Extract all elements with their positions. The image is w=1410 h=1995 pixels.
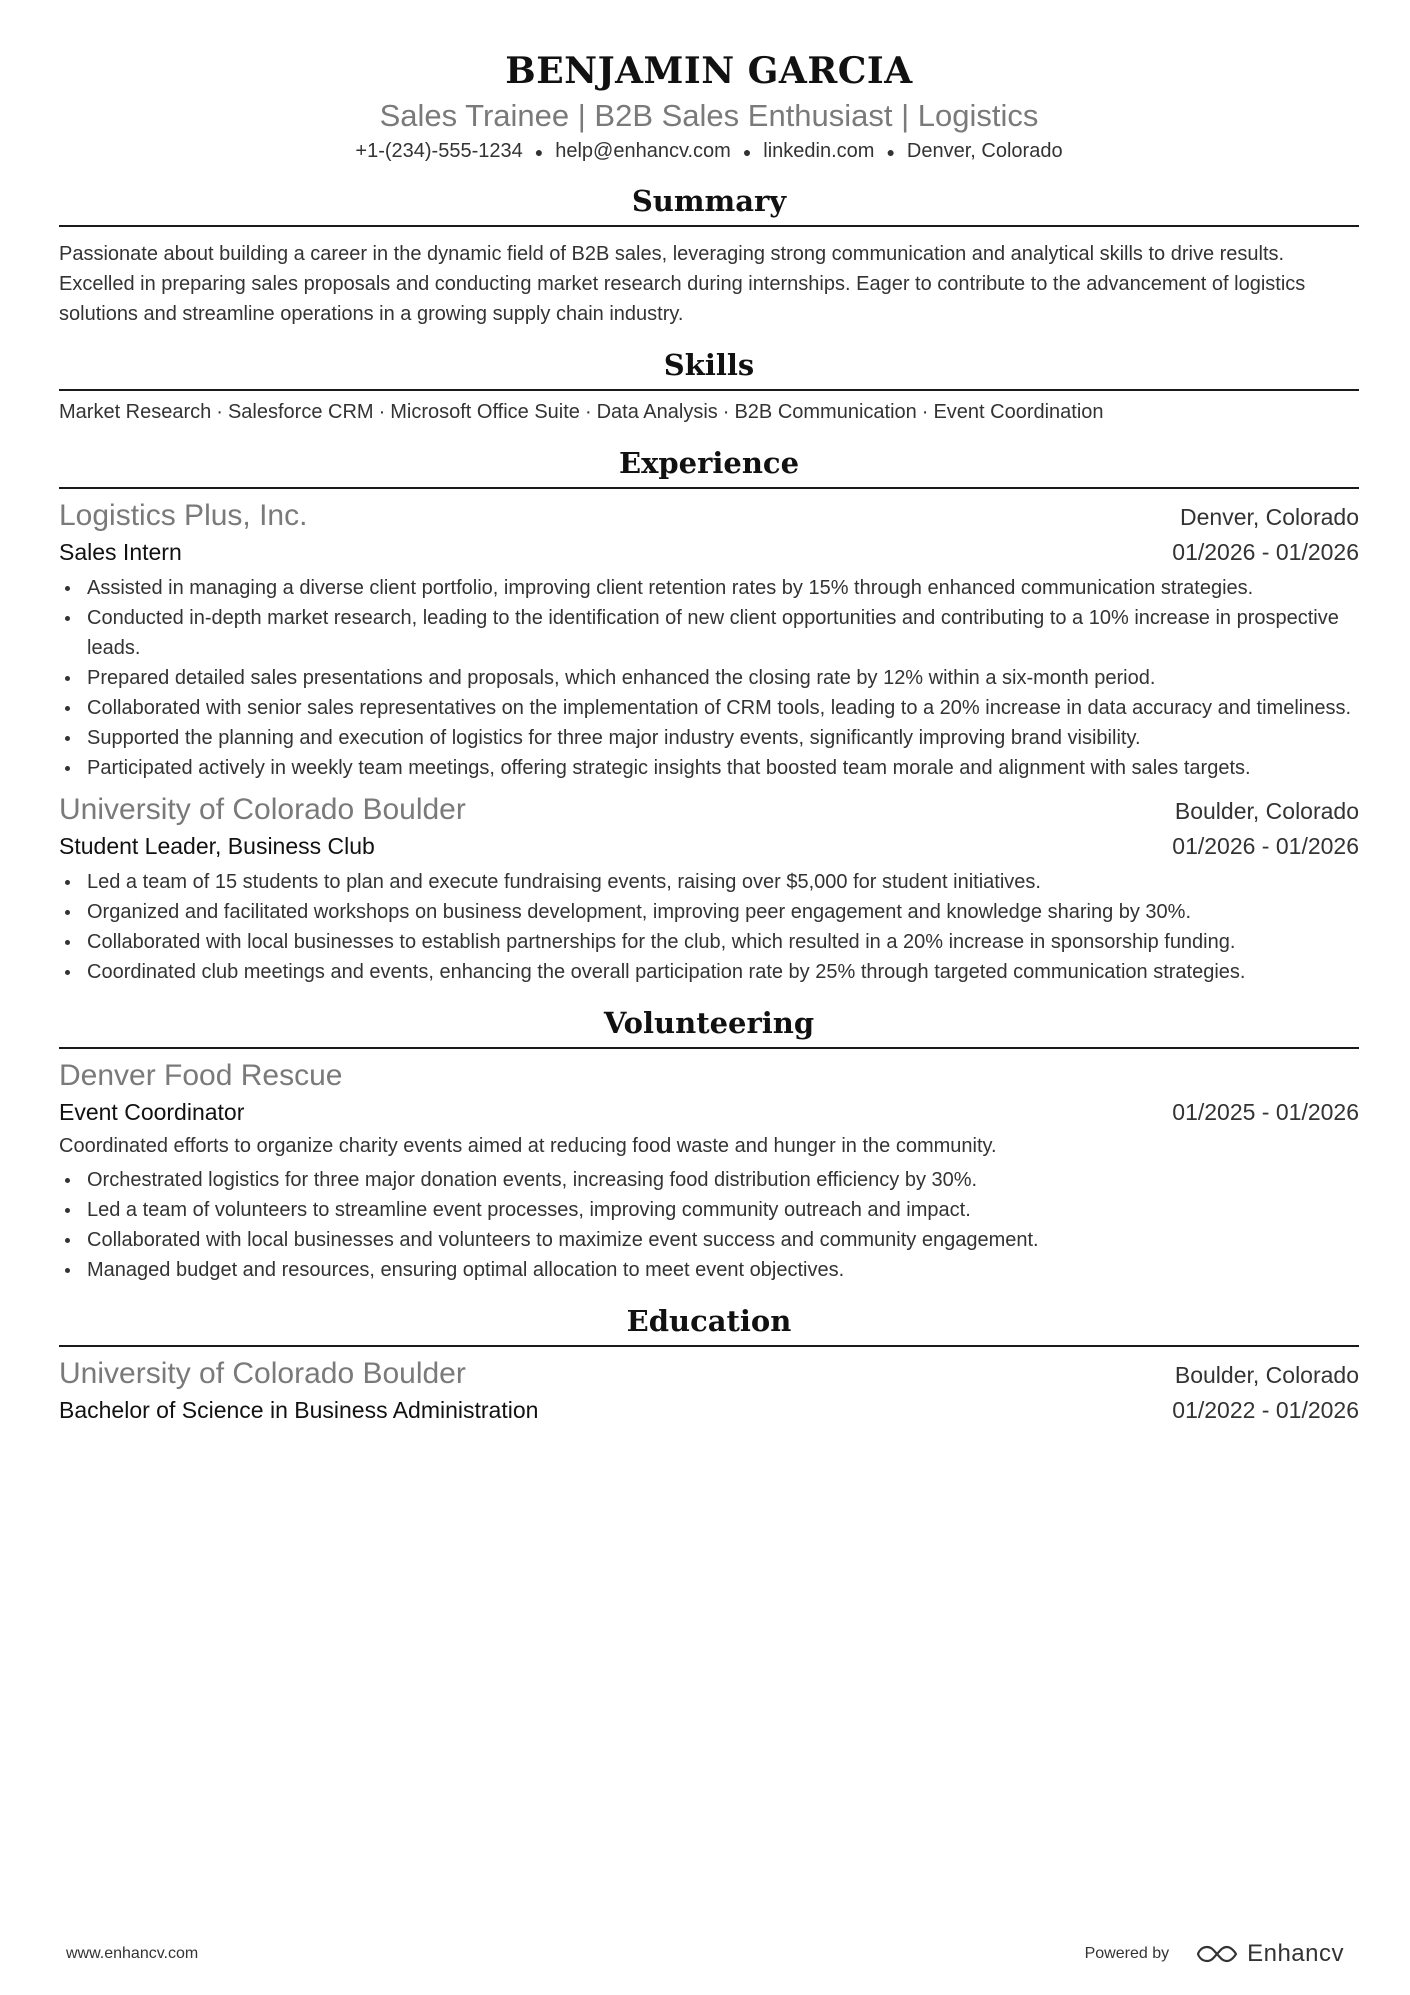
skill-separator: · [584,400,592,423]
section-title: Experience [618,445,800,480]
bullet-item: Led a team of volunteers to streamline event processes, improving community outreach and impact. [59,1195,1359,1225]
bullet-list [59,573,1359,783]
contact-linkedin[interactable]: linkedin.com [763,140,875,162]
bullet-item: Collaborated with local businesses and volunteers to maximize event success and community engagement. [59,1225,1359,1255]
entry-header-row [59,1355,1359,1393]
resume-header [59,0,1359,165]
bullet-item: Collaborated with senior sales representatives on the implementation of CRM tools, leading to a 20% increase in data accuracy and timeliness. [59,693,1359,723]
contact-separator: ● [886,143,895,160]
skill-item: Data Analysis [596,400,718,423]
degree-name: Bachelor of Science in Business Administration [59,1396,539,1423]
skill-separator: · [921,400,929,423]
entry-role-row [59,535,1359,569]
footer-branding [1085,1940,1344,1968]
entry-location: Denver, Colorado [1180,503,1359,530]
education-section [59,1301,1359,1427]
skills-list [59,397,1359,427]
section-title: Volunteering [603,1005,815,1040]
volunteering-section [59,1003,1359,1285]
skill-separator: · [378,400,386,423]
company-name: Logistics Plus, Inc. [59,498,308,532]
skill-separator: · [722,400,730,423]
candidate-name: BENJAMIN GARCIA [505,50,913,92]
bullet-item: Assisted in managing a diverse client portfolio, improving client retention rates by 15% through enhanced communication strategies. [59,573,1359,603]
skill-item: Microsoft Office Suite [390,400,580,423]
skill-item: Event Coordination [933,400,1104,423]
section-title: Skills [663,347,755,382]
volunteer-role: Event Coordinator [59,1098,245,1125]
contact-email[interactable]: help@enhancv.com [555,140,731,162]
experience-entry [59,791,1359,987]
section-divider [59,487,1359,489]
section-divider [59,1047,1359,1049]
summary-text: Passionate about building a career in the dynamic field of B2B sales, leveraging strong communication and analytical skills to drive results. Excelled in preparing sales proposals and conducting market research during internships. Eager to contribute to the advancement of logistics solutions and streamline operations in a growing supply chain industry. [59,242,1306,325]
entry-dates: 01/2026 - 01/2026 [1172,538,1359,565]
skill-item: Market Research [59,400,212,423]
bullet-list [59,1165,1359,1285]
education-entry [59,1355,1359,1427]
section-title: Education [626,1303,792,1338]
job-title: Student Leader, Business Club [59,832,375,859]
experience-entry [59,497,1359,783]
entry-header-row [59,791,1359,829]
entry-description: Coordinated efforts to organize charity events aimed at reducing food waste and hunger in the community. [59,1134,997,1157]
entry-dates: 01/2025 - 01/2026 [1172,1098,1359,1125]
bullet-list [59,867,1359,987]
enhancv-logo-icon [1195,1943,1239,1965]
candidate-headline: Sales Trainee | B2B Sales Enthusiast | Logistics [379,98,1039,133]
bullet-item: Supported the planning and execution of logistics for three major industry events, significantly improving brand visibility. [59,723,1359,753]
bullet-item: Participated actively in weekly team meetings, offering strategic insights that boosted team morale and alignment with sales targets. [59,753,1359,783]
entry-header-row [59,1057,1359,1095]
section-divider [59,1345,1359,1347]
contact-separator: ● [534,143,544,160]
summary-section [59,181,1359,329]
entry-location: Boulder, Colorado [1174,797,1359,824]
contact-line [59,138,1359,165]
bullet-item: Conducted in-depth market research, leading to the identification of new client opportunities and contributing to a 10% increase in prospective leads. [59,603,1359,663]
company-name: University of Colorado Boulder [59,792,466,826]
footer-url[interactable]: www.enhancv.com [66,1945,199,1962]
section-title: Summary [631,183,787,218]
bullet-item: Organized and facilitated workshops on business development, improving peer engagement and knowledge sharing by 30%. [59,897,1359,927]
entry-dates: 01/2022 - 01/2026 [1172,1396,1359,1423]
brand-name[interactable]: Enhancv [1247,1940,1344,1967]
section-divider [59,225,1359,227]
bullet-item: Orchestrated logistics for three major donation events, increasing food distribution efficiency by 30%. [59,1165,1359,1195]
contact-location: Denver, Colorado [906,140,1063,162]
entry-header-row [59,497,1359,535]
resume-page [59,0,1359,1427]
entry-role-row [59,1095,1359,1129]
school-name: University of Colorado Boulder [59,1356,466,1390]
powered-by-label: Powered by [1084,1945,1170,1962]
contact-separator: ● [742,143,752,160]
page-footer [66,1940,1344,1968]
organization-name: Denver Food Rescue [59,1058,343,1092]
contact-phone: +1-(234)-555-1234 [355,140,523,162]
skills-section [59,345,1359,427]
section-divider [59,389,1359,391]
skill-separator: · [216,400,223,423]
experience-section [59,443,1359,987]
entry-role-row [59,829,1359,863]
bullet-item: Coordinated club meetings and events, enhancing the overall participation rate by 25% through targeted communication strategies. [59,957,1359,987]
volunteering-entry [59,1057,1359,1285]
skill-item: Salesforce CRM [227,400,374,423]
bullet-item: Prepared detailed sales presentations and proposals, which enhanced the closing rate by 12% within a six-month period. [59,663,1359,693]
bullet-item: Collaborated with local businesses to establish partnerships for the club, which resulted in a 20% increase in sponsorship funding. [59,927,1359,957]
job-title: Sales Intern [59,538,182,565]
entry-role-row [59,1393,1359,1427]
bullet-item: Led a team of 15 students to plan and execute fundraising events, raising over $5,000 for student initiatives. [59,867,1359,897]
entry-dates: 01/2026 - 01/2026 [1172,832,1359,859]
entry-location: Boulder, Colorado [1174,1361,1359,1388]
bullet-item: Managed budget and resources, ensuring optimal allocation to meet event objectives. [59,1255,1359,1285]
skill-item: B2B Communication [734,400,917,423]
